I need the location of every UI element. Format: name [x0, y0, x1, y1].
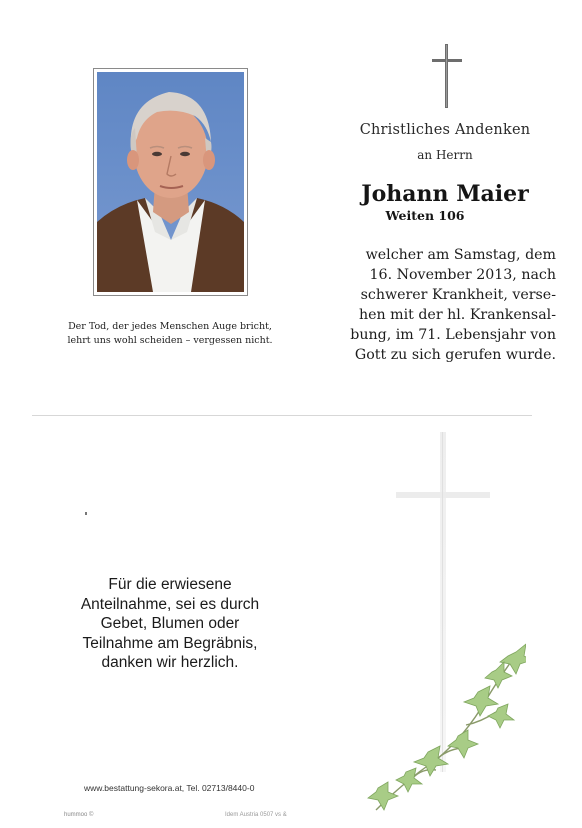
memorial-title: Christliches Andenken	[359, 122, 531, 138]
death-notice-line: schwerer Krankheit, verse-	[360, 287, 556, 303]
thanks-line: Gebet, Blumen oder	[100, 615, 240, 632]
footer-mid-text: Idem Austria 0507 vs &	[225, 812, 287, 818]
cross-icon	[432, 44, 462, 110]
funeral-home-website: www.bestattung-sekora.at, Tel. 02713/8440-0	[84, 783, 255, 793]
thanks-line: Für die erwiesene	[108, 576, 232, 593]
death-notice-text	[336, 245, 556, 365]
thanks-text	[40, 575, 300, 673]
memorial-quote	[40, 320, 300, 348]
footer-left-text: hummoo ©	[64, 812, 94, 818]
ivy-decoration-icon	[366, 640, 526, 812]
portrait-photo	[97, 72, 244, 292]
death-notice-line: 16. November 2013, nach	[369, 267, 556, 283]
fold-divider	[32, 415, 532, 416]
death-notice-line: hen mit der hl. Krankensal-	[358, 307, 556, 323]
thanks-line: danken wir herzlich.	[101, 654, 239, 671]
thanks-line: Anteilnahme, sei es durch	[80, 595, 260, 613]
deceased-name: Johann Maier	[361, 181, 529, 207]
portrait-image	[97, 72, 244, 292]
memorial-subtitle: an Herrn	[417, 148, 473, 162]
death-notice-line: Gott zu sich gerufen wurde.	[354, 347, 556, 363]
quote-line-2: lehrt uns wohl scheiden – vergessen nicht.	[67, 335, 273, 346]
death-notice-line: bung, im 71. Lebensjahr von	[350, 327, 556, 343]
death-notice-line: welcher am Samstag, dem	[365, 247, 556, 263]
deceased-address: Weiten 106	[385, 208, 465, 223]
quote-line-1: Der Tod, der jedes Menschen Auge bricht,	[68, 321, 272, 332]
print-speck	[85, 512, 87, 515]
portrait-frame	[93, 68, 248, 296]
thanks-line: Teilnahme am Begräbnis,	[82, 634, 258, 652]
